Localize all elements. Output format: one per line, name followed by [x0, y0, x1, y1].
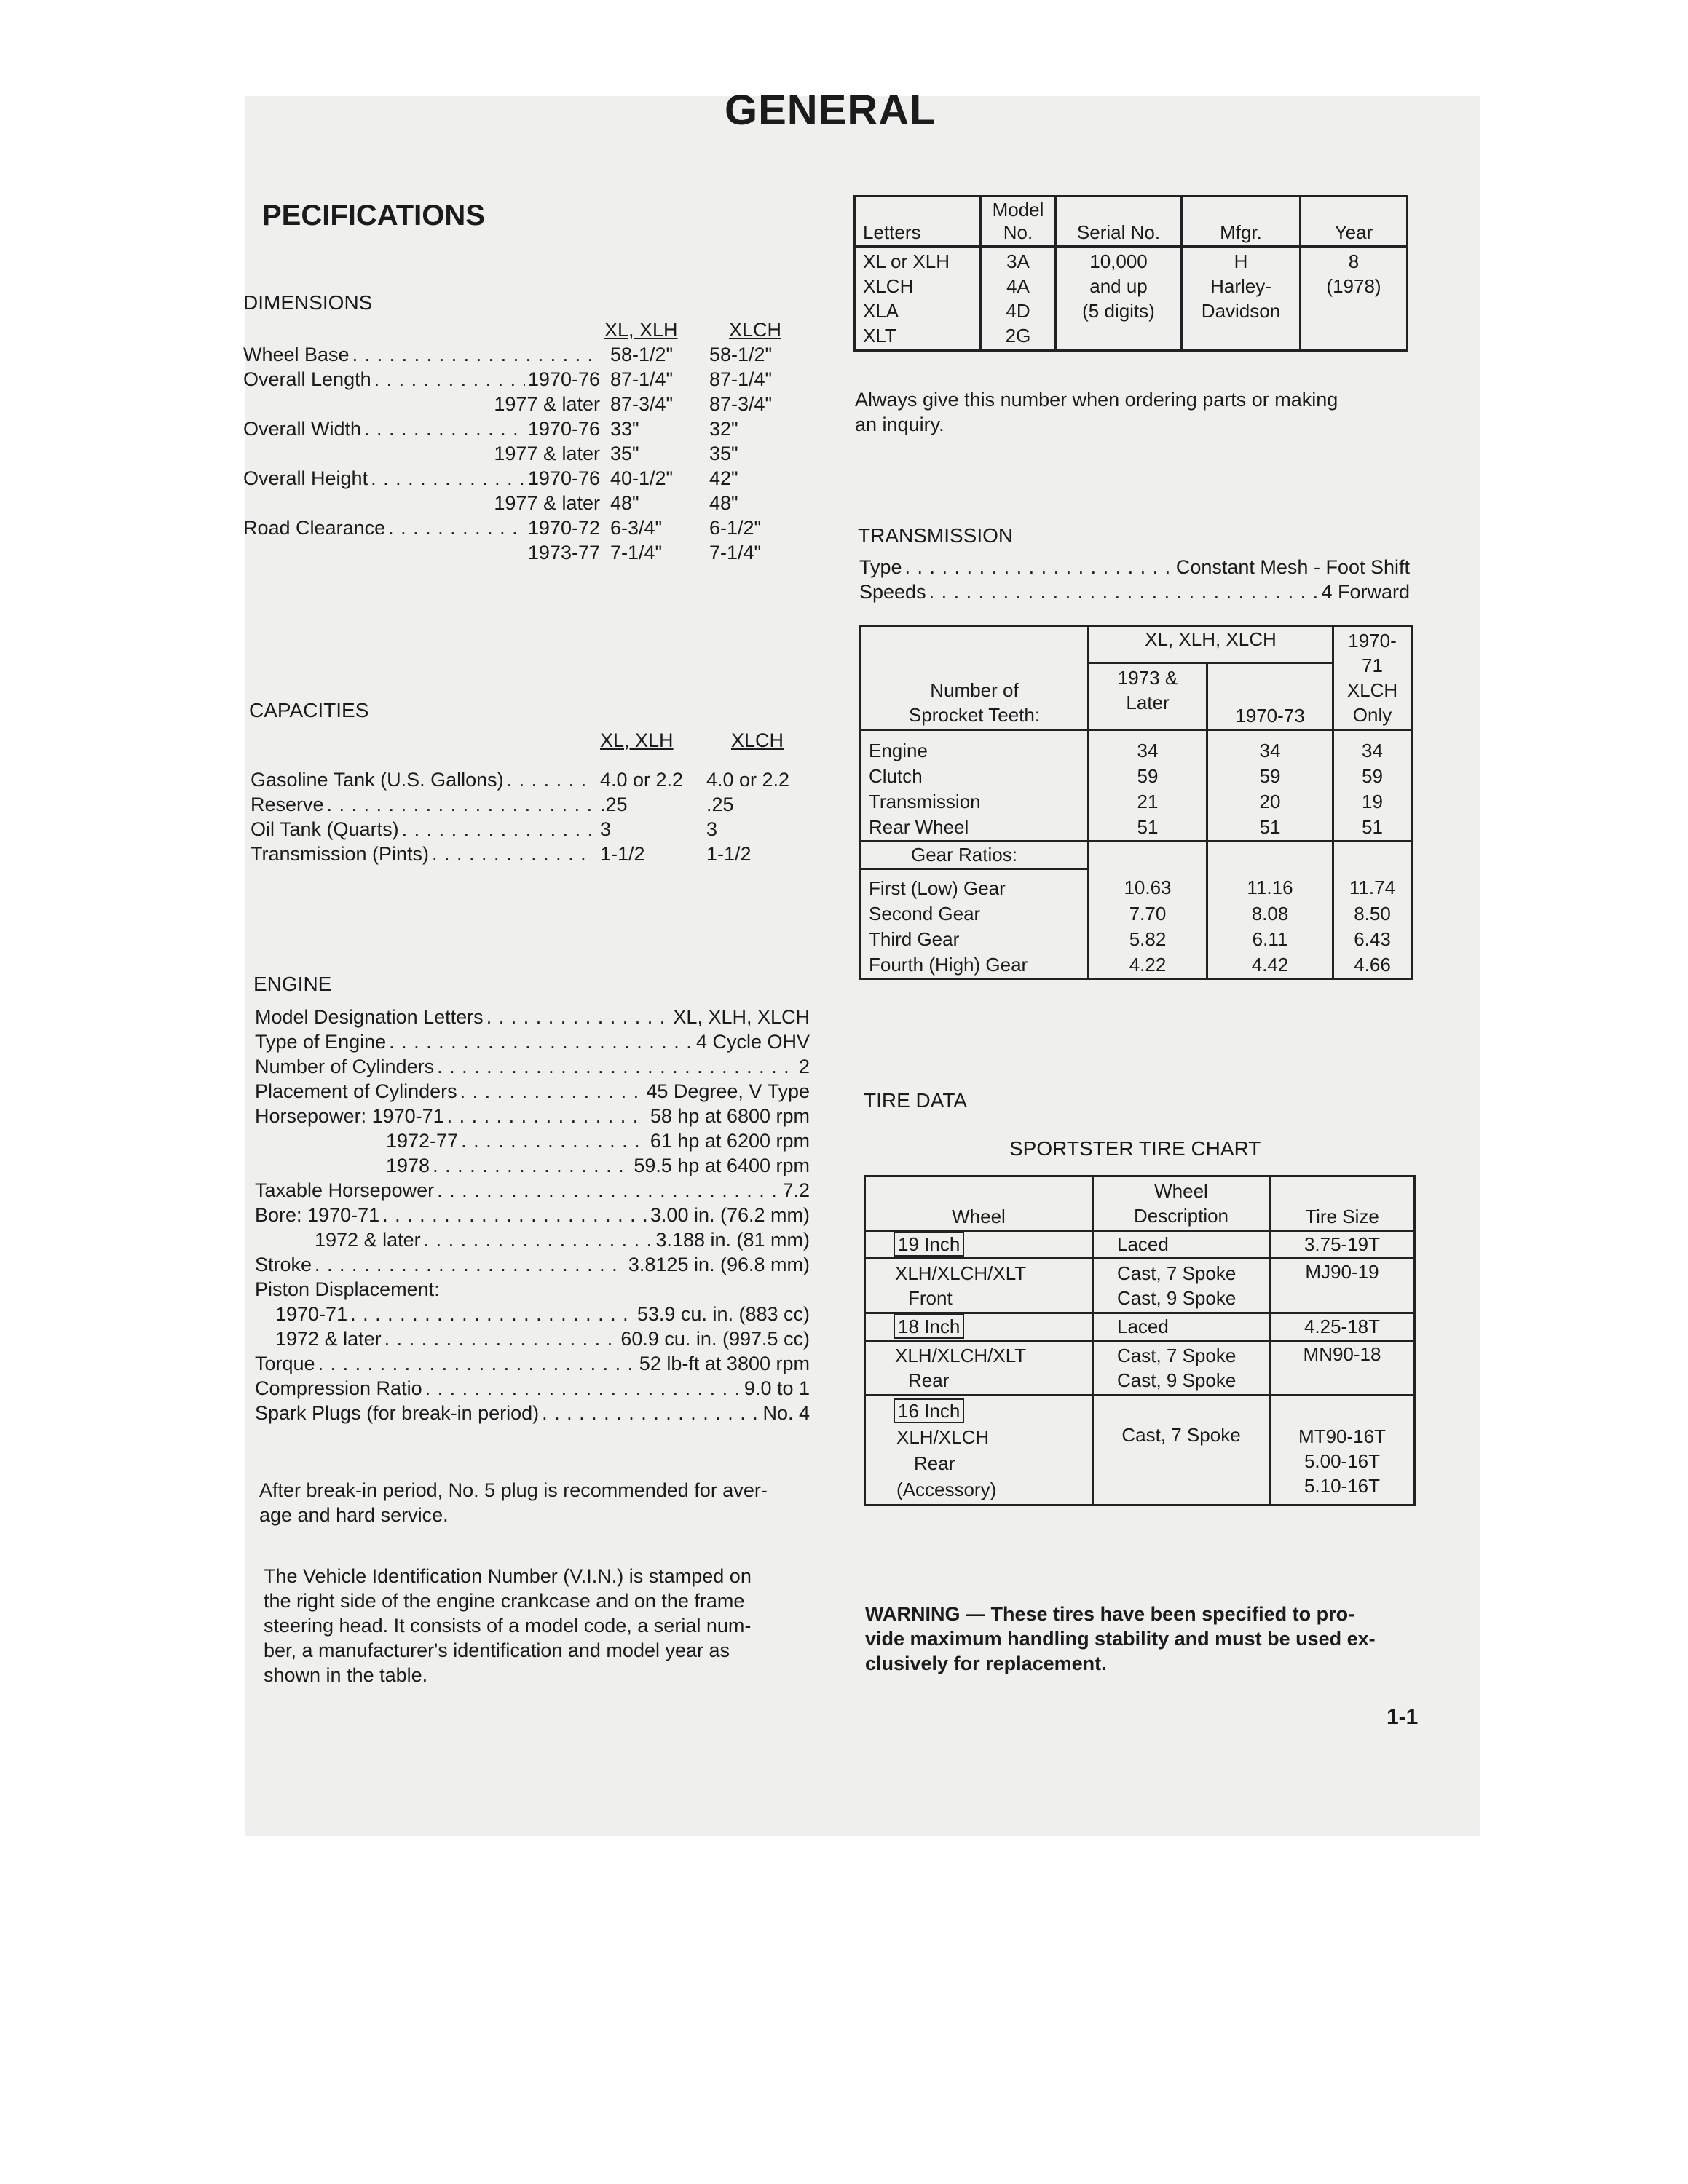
dimension-value-xl: 33" — [610, 418, 639, 440]
vin-header-year: Year — [1301, 197, 1408, 247]
teeth-label: Engine — [861, 730, 1089, 764]
dimension-row — [243, 392, 797, 416]
dimension-row — [243, 466, 797, 491]
transmission-speeds-value: 4 Forward — [1321, 581, 1410, 603]
cap-col2-header: XLCH — [730, 729, 784, 751]
tire-size-tag-cell — [865, 1231, 1093, 1259]
teeth-value: 34 — [1333, 730, 1412, 764]
capacity-value-xlch: 4.0 or 2.2 — [706, 769, 790, 791]
tire-chart-title: SPORTSTER TIRE CHART — [1009, 1137, 1261, 1160]
engine-spec-label: Compression Ratio — [255, 1377, 422, 1399]
dimension-label: Road Clearance — [243, 517, 386, 539]
gear-label: Fourth (High) Gear — [861, 952, 1089, 979]
engine-spec-value: 52 lb-ft at 3800 rpm — [639, 1353, 810, 1374]
tire-data-heading: TIRE DATA — [864, 1089, 968, 1112]
teeth-value: 51 — [1089, 815, 1207, 842]
tire-model-cell: XLH/XLCH/XLT Front — [865, 1259, 1093, 1313]
tire-header-wheel: Wheel — [865, 1176, 1093, 1231]
capacity-label: Transmission (Pints) — [251, 843, 430, 865]
engine-spec-value: 4 Cycle OHV — [695, 1031, 810, 1053]
engine-spec-value: No. 4 — [762, 1402, 810, 1424]
tire-header-desc: Wheel Description — [1093, 1176, 1270, 1231]
vin-header-model: Model No. — [981, 197, 1056, 247]
vin-serial-cell: 10,000 and up (5 digits) — [1056, 247, 1182, 351]
engine-spec-row — [255, 1376, 810, 1401]
engine-spec-label: Horsepower: 1970-71 — [255, 1105, 444, 1127]
tire-accessory-wheel: 16 Inch XLH/XLCH Rear (Accessory) — [865, 1396, 1093, 1506]
dimension-row — [243, 540, 797, 565]
engine-spec-row — [255, 1351, 810, 1376]
dimension-year: 1970-72 — [527, 517, 600, 539]
tire-header-size: Tire Size — [1270, 1176, 1415, 1231]
engine-spec-row — [255, 1178, 810, 1203]
dimension-label: Overall Width — [243, 418, 362, 440]
transmission-heading: TRANSMISSION — [858, 524, 1014, 547]
page-title: GENERAL — [725, 87, 936, 134]
tire-cast-row — [865, 1341, 1415, 1396]
engine-spec-row — [255, 1153, 810, 1178]
transmission-type-value: Constant Mesh - Foot Shift — [1175, 556, 1410, 578]
capacity-value-xlch: 1-1/2 — [706, 843, 752, 865]
dimension-value-xlch: 35" — [709, 443, 738, 464]
engine-spec-row — [255, 1029, 810, 1054]
gear-ratio-value: 7.70 — [1089, 901, 1207, 927]
gear-ratio-row — [861, 901, 1412, 927]
vin-note: Always give this number when ordering parts or making an inquiry. — [855, 389, 1338, 435]
dimension-row — [243, 342, 797, 367]
engine-spec-row — [255, 1005, 810, 1029]
teeth-label: Rear Wheel — [861, 815, 1089, 842]
engine-spec-row — [255, 1277, 810, 1302]
tire-laced-size: 3.75-19T — [1270, 1231, 1415, 1259]
engine-spec-value: XL, XLH, XLCH — [673, 1006, 810, 1028]
gear-ratio-value: 6.11 — [1207, 927, 1333, 952]
tire-model-cell: XLH/XLCH/XLT Rear — [865, 1341, 1093, 1396]
engine-list — [255, 1005, 810, 1425]
vin-header-serial: Serial No. — [1056, 197, 1182, 247]
capacity-row — [251, 842, 819, 866]
dimension-value-xlch: 6-1/2" — [709, 517, 762, 539]
tire-accessory-desc: Cast, 7 Spoke — [1093, 1396, 1270, 1506]
gear-ratios-header: Gear Ratios: — [861, 842, 1089, 869]
teeth-value: 59 — [1089, 764, 1207, 789]
teeth-value: 34 — [1207, 730, 1333, 764]
dimension-row — [243, 416, 797, 441]
engine-spec-value: 3.8125 in. (96.8 mm) — [628, 1254, 810, 1275]
dimension-row — [243, 367, 797, 392]
vin-model-cell: 3A 4A 4D 2G — [981, 247, 1056, 351]
dimension-value-xl: 58-1/2" — [610, 344, 674, 365]
tire-laced-desc: Laced — [1093, 1313, 1270, 1341]
engine-spec-label: 1972-77 — [386, 1130, 459, 1152]
gear-ratio-value: 11.74 — [1349, 876, 1396, 898]
engine-spec-value: 59.5 hp at 6400 rpm — [634, 1155, 810, 1176]
engine-spec-label: Bore: 1970-71 — [255, 1204, 380, 1226]
teeth-value: 59 — [1362, 765, 1383, 787]
teeth-label: Clutch — [861, 764, 1089, 789]
engine-note: After break-in period, No. 5 plug is recommended for aver- age and hard service. — [259, 1479, 768, 1526]
dim-col1-header: XL, XLH — [604, 319, 678, 341]
gear-ratio-row — [861, 869, 1412, 902]
tire-accessory-sizes: MT90-16T 5.00-16T 5.10-16T — [1298, 1425, 1386, 1497]
engine-spec-value: 60.9 cu. in. (997.5 cc) — [620, 1328, 810, 1350]
gear-ratio-value: 10.63 — [1089, 869, 1207, 902]
engine-heading: ENGINE — [253, 973, 332, 995]
engine-spec-row — [255, 1079, 810, 1104]
sprocket-teeth-row — [861, 815, 1412, 842]
gear-ratio-value: 4.42 — [1207, 952, 1333, 979]
teeth-label: Transmission — [861, 789, 1089, 815]
sprocket-col-b-header: 1970-73 — [1207, 663, 1333, 730]
teeth-value: 51 — [1362, 816, 1383, 838]
sprocket-col-a-header: 1973 & Later — [1089, 663, 1207, 730]
capacity-label: Oil Tank (Quarts) — [251, 818, 399, 840]
size-tag: 18 Inch — [894, 1314, 964, 1339]
sprocket-teeth-row — [861, 789, 1412, 815]
sprocket-corner: Number of Sprocket Teeth: — [861, 626, 1089, 730]
engine-spec-row — [255, 1104, 810, 1128]
teeth-value: 19 — [1362, 791, 1383, 812]
capacity-value-xlch: 3 — [706, 818, 718, 840]
vin-paragraph: The Vehicle Identification Number (V.I.N.) is stamped on the right side of the engine crankcase and on the frame steering head. It consists of a model code, a serial num- ber, a manufacturer's identification and model year as shown in the table. — [264, 1565, 752, 1686]
gear-ratio-value: 6.43 — [1354, 928, 1391, 950]
capacities-list — [251, 728, 819, 866]
capacity-row — [251, 817, 819, 842]
capacity-value-xl: 4.0 or 2.2 — [600, 769, 684, 791]
engine-spec-label: Taxable Horsepower — [255, 1179, 435, 1201]
dimension-year: 1970-76 — [527, 368, 600, 390]
sprocket-group-header: XL, XLH, XLCH — [1089, 626, 1333, 663]
vin-table — [853, 195, 1408, 352]
sprocket-col-c-header: 1970-71 XLCH Only — [1346, 630, 1398, 726]
engine-spec-row — [255, 1054, 810, 1079]
vin-year-cell: 8 (1978) — [1326, 250, 1381, 297]
engine-spec-value: 45 Degree, V Type — [646, 1080, 810, 1102]
engine-spec-label: Stroke — [255, 1254, 312, 1275]
capacity-row — [251, 767, 819, 792]
capacity-value-xl: .25 — [600, 794, 628, 815]
engine-spec-value: 53.9 cu. in. (883 cc) — [636, 1303, 810, 1325]
engine-spec-label: 1970-71 — [275, 1303, 348, 1325]
tire-cast-size: MN90-18 — [1270, 1341, 1415, 1396]
gear-ratio-value: 4.66 — [1354, 954, 1391, 976]
dimension-value-xl: 35" — [610, 443, 639, 464]
engine-spec-label: 1972 & later — [275, 1328, 382, 1350]
dimension-value-xlch: 87-3/4" — [709, 393, 773, 415]
teeth-value: 20 — [1207, 789, 1333, 815]
dimension-label: Wheel Base — [243, 344, 350, 365]
engine-spec-value: 3.00 in. (76.2 mm) — [650, 1204, 810, 1226]
capacity-row — [251, 792, 819, 817]
gear-ratio-row — [861, 952, 1412, 979]
dimension-year: 1973-77 — [527, 542, 600, 563]
engine-spec-label: Torque — [255, 1353, 315, 1374]
engine-spec-row — [255, 1128, 810, 1153]
dimension-label: Overall Height — [243, 467, 368, 489]
sprocket-teeth-row — [861, 730, 1412, 764]
teeth-value: 51 — [1207, 815, 1333, 842]
gear-ratio-value: 8.50 — [1354, 903, 1391, 925]
size-tag-16: 16 Inch — [894, 1398, 964, 1423]
sprocket-teeth-row — [861, 764, 1412, 789]
engine-spec-row — [255, 1401, 810, 1425]
vin-header-letters: Letters — [855, 197, 981, 247]
dimension-row — [243, 515, 797, 540]
dimension-value-xlch: 7-1/4" — [709, 542, 762, 563]
engine-spec-label: Piston Displacement: — [255, 1278, 440, 1300]
teeth-value: 59 — [1207, 764, 1333, 789]
dimensions-list — [243, 317, 797, 565]
gear-label: Third Gear — [861, 927, 1089, 952]
capacity-value-xl: 1-1/2 — [600, 843, 645, 865]
engine-spec-row — [255, 1227, 810, 1252]
dimension-year: 1977 & later — [494, 393, 600, 415]
dimension-value-xl: 6-3/4" — [610, 517, 663, 539]
engine-spec-value: 7.2 — [782, 1179, 810, 1201]
engine-spec-value: 3.188 in. (81 mm) — [655, 1229, 810, 1251]
vin-letters-cell: XL or XLH XLCH XLA XLT — [855, 247, 981, 351]
vin-mfgr-cell: H Harley- Davidson — [1182, 247, 1301, 351]
capacities-heading: CAPACITIES — [249, 699, 369, 721]
dimension-value-xl: 40-1/2" — [610, 467, 674, 489]
capacity-label: Reserve — [251, 794, 324, 815]
capacity-label: Gasoline Tank (U.S. Gallons) — [251, 769, 504, 791]
tire-size-tag-cell — [865, 1313, 1093, 1341]
engine-spec-label: 1972 & later — [315, 1229, 421, 1251]
engine-spec-row — [255, 1302, 810, 1326]
engine-spec-label: 1978 — [386, 1155, 430, 1176]
dimension-year: 1977 & later — [494, 443, 600, 464]
dimension-value-xlch: 42" — [709, 467, 738, 489]
engine-spec-label: Spark Plugs (for break-in period) — [255, 1402, 540, 1424]
dimensions-heading: DIMENSIONS — [243, 291, 373, 314]
transmission-list: Type . . . Constant Mesh - Foot Shift Speeds . . . 4 Forward — [859, 555, 1410, 604]
dimension-row — [243, 491, 797, 515]
tire-cast-desc: Cast, 7 Spoke Cast, 9 Spoke — [1093, 1341, 1270, 1396]
dimension-value-xl: 87-1/4" — [610, 368, 674, 390]
tire-cast-desc: Cast, 7 Spoke Cast, 9 Spoke — [1093, 1259, 1270, 1313]
engine-spec-value: 61 hp at 6200 rpm — [650, 1130, 810, 1152]
tire-cast-row — [865, 1259, 1415, 1313]
engine-spec-label: Model Designation Letters — [255, 1006, 484, 1028]
dimension-value-xlch: 87-1/4" — [709, 368, 773, 390]
capacity-value-xlch: .25 — [706, 794, 734, 815]
warning-label: WARNING — [865, 1603, 961, 1625]
engine-spec-row — [255, 1326, 810, 1351]
teeth-value: 34 — [1089, 730, 1207, 764]
engine-spec-label: Type of Engine — [255, 1031, 387, 1053]
gear-ratio-value: 8.08 — [1207, 901, 1333, 927]
specifications-heading: PECIFICATIONS — [262, 199, 485, 232]
engine-spec-label: Number of Cylinders — [255, 1056, 435, 1077]
engine-spec-label: Placement of Cylinders — [255, 1080, 457, 1102]
dimension-value-xlch: 58-1/2" — [709, 344, 773, 365]
engine-spec-row — [255, 1203, 810, 1227]
gear-label: First (Low) Gear — [861, 869, 1089, 902]
teeth-value: 21 — [1089, 789, 1207, 815]
tire-laced-desc: Laced — [1093, 1231, 1270, 1259]
tire-laced-size: 4.25-18T — [1270, 1313, 1415, 1341]
dimension-value-xlch: 48" — [709, 492, 738, 514]
engine-spec-value: 9.0 to 1 — [744, 1377, 810, 1399]
dimension-row — [243, 441, 797, 466]
tire-laced-row — [865, 1231, 1415, 1259]
dimension-year: 1970-76 — [527, 418, 600, 440]
gear-ratio-value: 11.16 — [1207, 869, 1333, 902]
dim-col2-header: XLCH — [728, 319, 782, 341]
dimension-value-xl: 87-3/4" — [610, 393, 674, 415]
vin-header-mfgr: Mfgr. — [1182, 197, 1301, 247]
page-number: 1-1 — [1387, 1705, 1419, 1729]
cap-col1-header: XL, XLH — [600, 729, 674, 751]
capacity-value-xl: 3 — [600, 818, 612, 840]
gear-label: Second Gear — [861, 901, 1089, 927]
dimension-value-xlch: 32" — [709, 418, 738, 440]
engine-spec-value: 2 — [798, 1056, 810, 1077]
dimension-value-xl: 7-1/4" — [610, 542, 663, 563]
tire-laced-row — [865, 1313, 1415, 1341]
engine-spec-row — [255, 1252, 810, 1277]
dimension-year: 1977 & later — [494, 492, 600, 514]
gear-ratio-value: 4.22 — [1089, 952, 1207, 979]
tire-cast-size: MJ90-19 — [1270, 1259, 1415, 1313]
dimension-value-xl: 48" — [610, 492, 639, 514]
dimension-year: 1970-76 — [527, 467, 600, 489]
warning-note: WARNING — These tires have been specified to pro- vide maximum handling stability and must be used ex- clusively for replacement. — [865, 1603, 1376, 1674]
sprocket-table — [859, 625, 1413, 980]
dimension-label: Overall Length — [243, 368, 371, 390]
gear-ratio-row — [861, 927, 1412, 952]
size-tag: 19 Inch — [894, 1232, 964, 1257]
tire-table — [864, 1175, 1416, 1506]
gear-ratio-value: 5.82 — [1089, 927, 1207, 952]
engine-spec-value: 58 hp at 6800 rpm — [650, 1105, 810, 1127]
